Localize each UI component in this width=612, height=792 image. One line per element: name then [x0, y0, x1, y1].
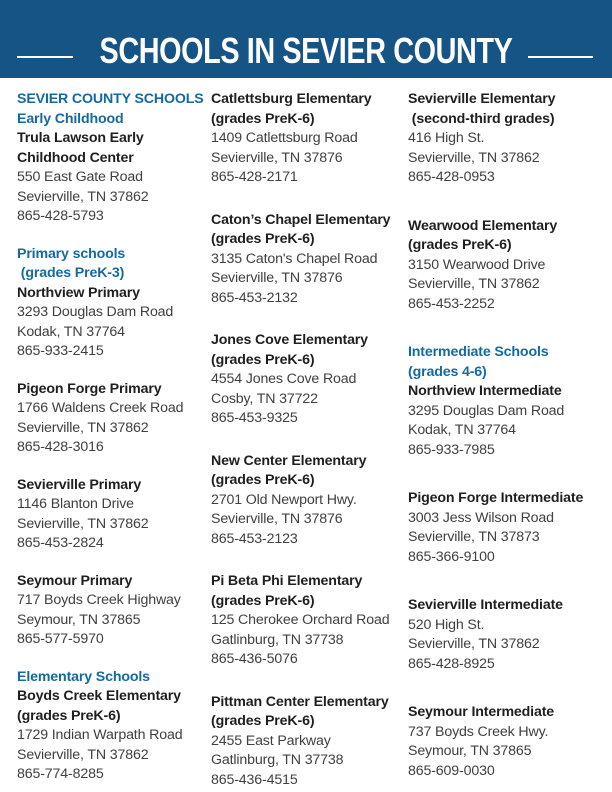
section-heading-line: Primary schools: [17, 245, 126, 262]
school-address-line: 2455 East Parkway: [211, 732, 331, 749]
school-address-line: 416 High St.: [408, 130, 485, 146]
school-name-line: Seymour Intermediate: [408, 704, 555, 720]
school-address-line: Sevierville, TN 37876: [211, 270, 343, 286]
school-entry: [211, 90, 403, 188]
school-phone: 865-428-0953: [408, 169, 495, 185]
school-name-line: Northview Primary: [17, 284, 140, 301]
school-address-line: Cosby, TN 37722: [211, 390, 318, 407]
school-address-line: Sevierville, TN 37876: [211, 511, 343, 527]
school-entry: [408, 90, 606, 188]
school-address-line: Seymour, TN 37865: [17, 611, 141, 628]
school-phone: 865-453-2252: [408, 295, 495, 312]
school-entry: [211, 452, 403, 550]
school-phone: 865-428-3016: [17, 439, 104, 455]
school-address-line: Sevierville, TN 37862: [17, 188, 149, 205]
school-phone: 865-577-5970: [17, 631, 104, 647]
school-entry: [17, 129, 207, 227]
school-address-line: 3150 Wearwood Drive: [408, 256, 546, 273]
school-address-line: 717 Boyds Creek Highway: [17, 592, 181, 608]
school-entry: [211, 572, 403, 670]
school-name-line: Pigeon Forge Intermediate: [408, 490, 584, 506]
school-address-line: 1766 Waldens Creek Road: [17, 400, 184, 416]
school-name-line: (grades PreK-6): [211, 110, 315, 127]
school-name-line: Pigeon Forge Primary: [17, 380, 162, 397]
section-heading-line: SEVIER COUNTY SCHOOLS: [17, 91, 204, 107]
school-address-line: 550 East Gate Road: [17, 169, 143, 185]
section-heading-line: (grades 4-6): [408, 363, 487, 380]
school-phone: 865-453-2132: [211, 289, 298, 306]
school-address-line: Sevierville, TN 37862: [17, 419, 149, 436]
school-name-line: Sevierville Elementary: [408, 91, 556, 107]
school-entry: [211, 211, 403, 309]
school-address-line: Sevierville, TN 37862: [17, 515, 149, 532]
school-name-line: Northview Intermediate: [408, 383, 562, 399]
section-heading: [408, 343, 606, 382]
school-phone: 865-609-0030: [408, 762, 495, 779]
school-address-line: Sevierville, TN 37873: [408, 529, 540, 545]
header-rule-right: [528, 56, 593, 58]
school-entry: [17, 572, 207, 650]
school-phone: 865-453-2824: [17, 535, 104, 551]
school-name-line: Trula Lawson Early: [17, 130, 144, 146]
school-entry: [17, 380, 207, 458]
school-address-line: Sevierville, TN 37862: [17, 746, 149, 763]
section-heading-line: Early Childhood: [17, 110, 124, 127]
section-heading-line: Elementary Schools: [17, 668, 150, 685]
school-phone: 865-933-2415: [17, 343, 104, 359]
school-entry: [408, 382, 606, 460]
school-entry: [408, 217, 606, 315]
section-heading: [17, 668, 207, 688]
section-heading-line: Intermediate Schools: [408, 344, 549, 360]
school-address-line: Kodak, TN 37764: [17, 323, 125, 340]
school-address-line: 1729 Indian Warpath Road: [17, 727, 183, 743]
school-entry: [211, 693, 403, 791]
school-phone: 865-453-9325: [211, 410, 298, 426]
school-entry: [17, 687, 207, 785]
school-name-line: Wearwood Elementary: [408, 217, 558, 234]
school-address-line: 1146 Blanton Drive: [17, 496, 134, 512]
directory-column-1: [17, 90, 207, 785]
directory-column-2: [211, 90, 403, 790]
school-phone: 865-366-9100: [408, 548, 495, 565]
school-name-line: Catlettsburg Elementary: [211, 91, 372, 107]
school-address-line: 737 Boyds Creek Hwy.: [408, 723, 549, 740]
school-address-line: 2701 Old Newport Hwy.: [211, 491, 357, 508]
section-heading: [17, 245, 207, 284]
school-name-line: Seymour Primary: [17, 572, 133, 589]
school-address-line: 520 High St.: [408, 616, 485, 633]
school-name-line: Sevierville Intermediate: [408, 597, 563, 613]
school-address-line: 3295 Douglas Dam Road: [408, 402, 565, 419]
school-name-line: Pittman Center Elementary: [211, 693, 389, 710]
school-name-line: (grades PreK-6): [211, 351, 315, 368]
school-address-line: 3003 Jess Wilson Road: [408, 509, 554, 526]
school-entry: [408, 489, 606, 567]
school-name-line: (grades PreK-6): [211, 231, 315, 247]
school-entry: [408, 703, 606, 781]
school-entry: [211, 331, 403, 429]
school-phone: 865-436-4515: [211, 771, 298, 788]
school-name-line: New Center Elementary: [211, 452, 367, 469]
school-name-line: Caton’s Chapel Elementary: [211, 211, 391, 228]
school-phone: 865-428-8925: [408, 655, 495, 672]
section-heading: [17, 90, 207, 129]
school-name-line: (grades PreK-6): [211, 713, 315, 729]
school-phone: 865-774-8285: [17, 766, 104, 782]
school-name-line: (grades PreK-6): [211, 592, 315, 609]
header-band: [0, 0, 612, 78]
school-address-line: 3135 Caton's Chapel Road: [211, 250, 378, 267]
school-address-line: Sevierville, TN 37862: [408, 276, 540, 292]
page-title: SCHOOLS IN SEVIER COUNTY: [99, 30, 513, 71]
school-address-line: 3293 Douglas Dam Road: [17, 304, 174, 320]
school-entry: [17, 476, 207, 554]
school-name-line: (grades PreK-6): [211, 472, 315, 488]
school-address-line: Sevierville, TN 37862: [408, 636, 540, 652]
school-entry: [17, 284, 207, 362]
school-address-line: Seymour, TN 37865: [408, 743, 532, 759]
school-address-line: Gatlinburg, TN 37738: [211, 752, 344, 768]
school-entry: [408, 596, 606, 674]
school-name-line: Boyds Creek Elementary: [17, 688, 181, 704]
school-name-line: (second-third grades): [408, 110, 555, 127]
school-address-line: Kodak, TN 37764: [408, 422, 516, 438]
school-address-line: Sevierville, TN 37862: [408, 149, 540, 166]
school-name-line: (grades PreK-6): [408, 237, 512, 253]
school-phone: 865-453-2123: [211, 530, 298, 547]
school-address-line: 4554 Jones Cove Road: [211, 371, 357, 387]
school-name-line: (grades PreK-6): [17, 707, 121, 724]
school-address-line: 1409 Catlettsburg Road: [211, 130, 358, 146]
directory-column-3: [408, 90, 606, 781]
school-phone: 865-428-5793: [17, 208, 104, 224]
school-address-line: 125 Cherokee Orchard Road: [211, 612, 390, 628]
school-name-line: Sevierville Primary: [17, 476, 142, 493]
school-address-line: Sevierville, TN 37876: [211, 149, 343, 166]
school-phone: 865-436-5076: [211, 651, 298, 667]
school-address-line: Gatlinburg, TN 37738: [211, 631, 344, 648]
section-heading-line: (grades PreK-3): [17, 265, 125, 281]
school-phone: 865-933-7985: [408, 441, 495, 458]
school-phone: 865-428-2171: [211, 169, 298, 185]
school-name-line: Jones Cove Elementary: [211, 332, 368, 348]
school-name-line: Pi Beta Phi Elementary: [211, 573, 363, 589]
school-name-line: Childhood Center: [17, 149, 134, 166]
